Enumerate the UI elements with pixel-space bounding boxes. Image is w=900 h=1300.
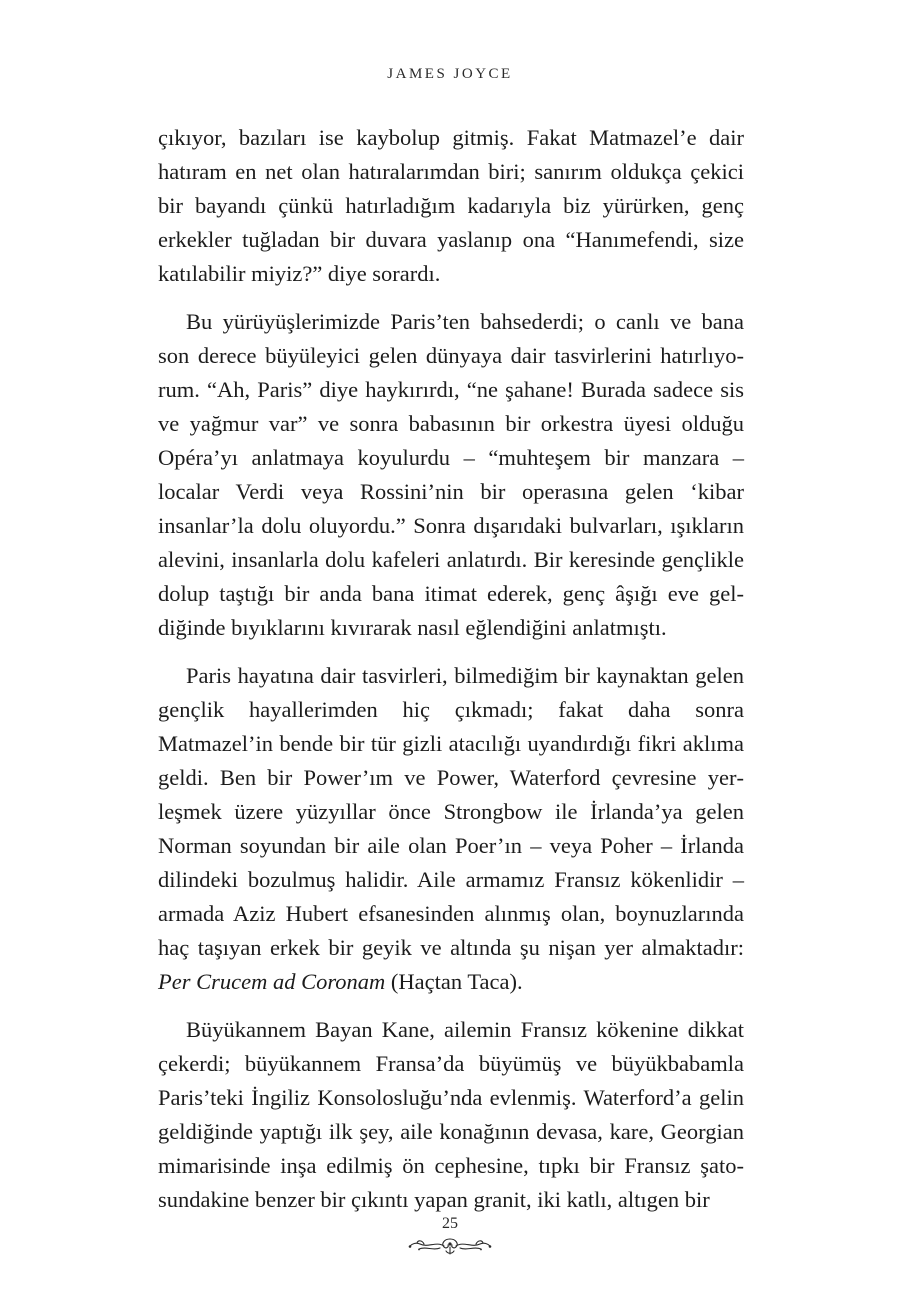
paragraph-4: Büyükannem Bayan Kane, ailemin Fransız kökenine dikkat çekerdi; büyükannem Fransa’da büyümüş ve büyükbabamla Paris’teki İngiliz Konsolosluğu’nda evlenmiş. Waterford’a gelin geldiğinde yaptığı ilk şey, aile konağının devasa, kare, Georgian mimarisinde inşa edilmiş ön cephesine, tıpkı bir Fransız şatosundakine benzer bir çıkıntı yapan granit, iki katlı, altıgen bir — [158, 1017, 744, 1212]
paragraph-1: çıkıyor, bazıları ise kaybolup gitmiş. Fakat Matmazel’e dair hatıram en net olan hatıralarımdan biri; sanırım oldukça çekici bir bayandı çünkü hatırladığım kadarıyla biz yürürken, genç erkekler tuğladan bir duvara yaslanıp ona “Hanımefendi, size katılabilir miyiz?” diye sorardı. — [158, 125, 744, 286]
page-body — [158, 121, 744, 1231]
motto-translation: (Haçtan Taca). — [390, 969, 523, 994]
family-motto: Per Crucem ad Coronam — [158, 969, 386, 994]
page-number: 25 — [442, 1215, 458, 1232]
paragraph-3-text: Paris hayatına dair tasvirleri, bilmediğim bir kaynaktan gelen gençlik hayallerimden hiç çıkmadı; fakat daha sonra Matmazel’in bende bir tür gizli atacılığı uyandırdığı fikri aklıma geldi. Ben bir Power’ım ve Power, Waterford çevresine yerleşmek üzere yüzyıllar önce Strongbow ile İrlanda’ya gelen Norman soyundan bir aile olan Poer’ın – veya Poher – İrlanda dilindeki bozulmuş halidir. Aile armamız Fransız kökenlidir – armada Aziz Hubert efsanesinden alınmış olan, boynuzlarında haç taşıyan erkek bir geyik ve altında şu nişan yer almaktadır: — [158, 663, 744, 960]
floral-vignette-icon — [400, 1235, 500, 1257]
paragraph-2: Bu yürüyüşlerimizde Paris’ten bahsederdi; o canlı ve bana son derece büyüleyici gelen dünyaya dair tasvirlerini hatırlıyorum. “Ah, Paris” diye haykırırdı, “ne şahane! Burada sadece sis ve yağmur var” ve sonra babasının bir orkestra üyesi olduğu Opéra’yı anlatmaya koyulurdu – “muhteşem bir manzara – localar Verdi veya Rossini’nin bir operasına gelen ‘kibar insanlar’la dolu oluyordu.” Sonra dışarıdaki bulvarları, ışıkların alevini, insanlarla dolu kafeleri anlatırdı. Bir keresinde gençlikle dolup taştığı bir anda bana itimat ederek, genç âşığı eve geldiğinde bıyıklarını kıvırarak nasıl eğlendiğini anlatmıştı. — [158, 309, 744, 640]
paragraph-3 — [158, 659, 744, 999]
running-header-author: JAMES JOYCE — [387, 66, 513, 82]
